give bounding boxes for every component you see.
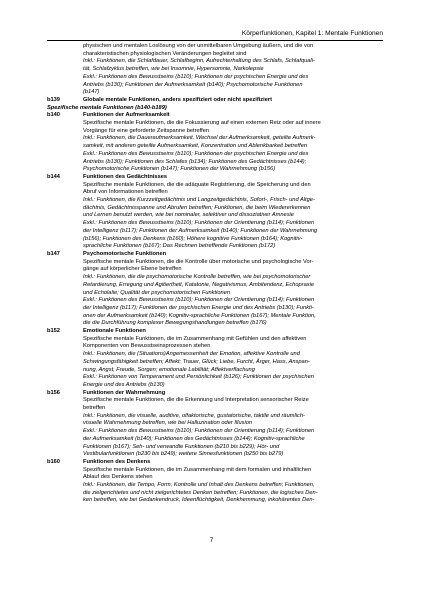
text-line: Inkl.: Funktionen, die Tempo, Form, Kontrolle und Inhalt des Denkens betreffen; Funktionen, [83, 482, 315, 489]
text-line: Inkl.: Funktionen, die die psychomotorische Kontrolle betreffen, wie bei psychomotorischer [83, 274, 311, 281]
text-line: Inkl.: Funktionen, die Kurzzeitgedächtnis und Langzeitgedächtnis, Sofort-, Frisch- und Altge- [83, 197, 315, 204]
continuation-inkl [83, 58, 383, 73]
entry-body [83, 328, 383, 390]
entry-exkl [83, 374, 383, 389]
document-body [47, 43, 383, 505]
entry-inkl [83, 197, 383, 220]
text-line: Inkl.: Funktionen, die Daueraufmerksamkeit, Wechsel der Aufmerksamkeit, geteilte Aufmerk- [83, 135, 316, 142]
entries-top [47, 97, 383, 105]
entry-title: Funktionen der Aufmerksamkeit [83, 112, 170, 119]
text-line: der Intelligenz (b117); Funktionen der psychischen Energie und des Antriebs (b130); Funkti- [83, 304, 314, 311]
text-line: Spezifische mentale Funktionen, die die adäquate Registrierung, die Speicherung und den [83, 181, 311, 188]
text-line: dächtnis, Gedächtnisspanne und Abrufen betreffen; Funktionen, die beim Wiedererkennen [83, 204, 311, 211]
text-line: (b147) [83, 89, 100, 96]
entry-b152 [47, 328, 383, 390]
text-line: Spezifische mentale Funktionen, die die Fokussierung auf einen externen Reiz oder auf innere [83, 120, 321, 127]
page-header: Körperfunktionen, Kapitel 1: Mentale Funktionen [241, 30, 383, 37]
entry-exkl [83, 297, 383, 328]
text-line: Exkl.: Funktionen des Bewusstseins (b110); Funktionen der Orientierung (b114); Funktionen [83, 428, 315, 435]
entry-code: b160 [47, 458, 60, 465]
entry-desc [83, 259, 383, 274]
text-line: Exkl.: Funktionen des Bewusstseins (b110); Funktionen der psychischen Energie und des [83, 150, 309, 157]
entry-code: b140 [47, 112, 60, 119]
continuation-block [47, 43, 383, 97]
entry-title: Globale mentale Funktionen, anders spezifiziert oder nicht spezifiziert [83, 96, 272, 103]
text-line: der Intelligenz (b117); Funktionen der Aufmerksamkeit (b140); Funktionen der Wahrnehmung [83, 227, 318, 234]
entry-title: Psychomotorische Funktionen [83, 250, 167, 257]
entry-body [83, 390, 383, 459]
entry-desc [83, 336, 383, 351]
entry-b160 [47, 459, 383, 505]
text-line: Spezifische mentale Funktionen, die im Zusammenhang mit Gefühlen und den affektiven [83, 335, 307, 342]
text-line: Exkl.: Funktionen des Bewusstseins (b110); Funktionen der Orientierung (b114); Funktionen [83, 297, 315, 304]
text-line: Antriebs (b130); Funktionen der Aufmerksamkeit (b140); Psychomotorische Funktionen [83, 81, 303, 88]
text-line: Inkl.: Funktionen, die Schlafdauer, Schlafbeginn, Aufrechterhaltung des Schlafs, Schlafquali- [83, 58, 315, 65]
entry-desc [83, 182, 383, 197]
entry-title: Funktionen des Gedächtnisses [83, 173, 168, 180]
text-line: ken betreffen, wie bei Gedankendruck, Ideenflüchtigkeit, Denkhemmung, inkohärentes Den- [83, 497, 315, 504]
entry-title: Emotionale Funktionen [83, 328, 146, 335]
entry-title: Funktionen der Wahrnehmung [83, 389, 166, 396]
text-line: charakteristischen physiologischen Veränderungen begleitet sind [83, 50, 247, 57]
continuation-exkl [83, 74, 383, 97]
text-line: Vestibularfunktionen (b230 bis b249); weitere Sinnesfunktionen (b250 bis b279) [83, 451, 284, 458]
entry-desc [83, 120, 383, 135]
entry-b140 [47, 112, 383, 174]
text-line: betreffen [83, 405, 106, 412]
entry-b139 [47, 97, 383, 105]
text-line: Psychomotorische Funktionen (b147); Funktionen der Wahrnehmung (b156) [83, 166, 276, 173]
entry-inkl [83, 351, 383, 374]
text-line: Inkl.: Funktionen, die (Situations)Angemessenheit der Emotion, affektive Kontrolle und [83, 351, 300, 358]
continuation-desc [83, 43, 383, 58]
entry-code: b152 [47, 328, 60, 335]
text-line: die zielgerichtetes und nicht zielgerichtetes Denken betreffen; Funktionen, die logisches Den- [83, 489, 318, 496]
entries-list [47, 112, 383, 505]
entry-body [83, 251, 383, 328]
entry-b156 [47, 390, 383, 459]
text-line: Komponenten von Bewusstseinsprozessen stehen [83, 343, 211, 350]
entry-inkl [83, 274, 383, 297]
text-line: samkeit, mit anderen geteilte Aufmerksamkeit, Konzentration und Ablenkbarkeit betreffen [83, 143, 308, 150]
text-line: und Echolalie; Qualität der psychomotorischen Funktionen [83, 289, 231, 296]
text-line: Exkl.: Funktionen von Temperament und Persönlichkeit (b126); Funktionen der psychischen [83, 374, 314, 381]
text-line: gänge auf körperlicher Ebene betreffen [83, 266, 182, 273]
entry-inkl [83, 482, 383, 505]
entry-body [83, 97, 383, 105]
text-line: tät, Schlafzyklus betreffen, wie bei Insomnie, Hypersomnie, Narkolepsie [83, 66, 264, 73]
text-line: die die Durchführung komplexer Bewegungshandlungen betreffen (b176) [83, 320, 267, 327]
text-line: visuelle Wahrnehmung betreffen, wie bei Halluzination oder Illusion [83, 420, 253, 427]
text-line: Retardierung, Erregung und Agitiertheit, Katatonie, Negativismus, Ambitendenz, Echopraxie [83, 281, 314, 288]
text-line: physischen und mentalen Loslösung von der unmittelbaren Umgebung äußern, und die von [83, 43, 314, 49]
header-rule [47, 40, 383, 41]
entry-desc [83, 467, 383, 482]
entry-exkl [83, 151, 383, 174]
entry-code: b147 [47, 250, 60, 257]
text-line: Schwingungsfähigkeit betreffen; Affekt; Trauer, Glück; Liebe, Furcht, Ärger, Hass, Anspan- [83, 358, 310, 365]
page-number: 7 [209, 537, 214, 544]
entry-inkl [83, 135, 383, 150]
entry-code: b139 [47, 96, 60, 103]
entry-body [83, 459, 383, 505]
entry-title: Funktionen des Denkens [83, 458, 151, 465]
text-line: Ablauf des Denkens stehen [83, 474, 153, 481]
text-line: Exkl.: Funktionen des Bewusstseins (b110); Funktionen der Orientierung (b114); Funktionen [83, 220, 315, 227]
text-line: Exkl.: Funktionen des Bewusstseins (b110); Funktionen der psychischen Energie und des [83, 73, 309, 80]
text-line: Vorgänge für eine geforderte Zeitspanne betreffen [83, 127, 210, 134]
entry-exkl [83, 220, 383, 251]
text-line: Inkl.: Funktionen, die visuelle, auditive, olfaktorische, gustatorische, taktile und räumlich- [83, 412, 305, 419]
text-line: Abruf von Informationen betreffen [83, 189, 168, 196]
entry-b147 [47, 251, 383, 328]
section-heading: Spezifische mentale Funktionen (b140-b189) [47, 104, 167, 111]
text-line: sprachliche Funktionen (b167); Das Rechnen betreffende Funktionen (b172) [83, 243, 276, 250]
entry-exkl [83, 428, 383, 459]
entry-code: b144 [47, 173, 60, 180]
text-line: Funktionen (b167); Seh- und verwandte Funktionen (b210 bis b229); Hör- und [83, 443, 280, 450]
text-line: Energie und des Antriebs (b130) [83, 381, 165, 388]
text-line: (b156); Funktionen des Denkens (b160); Höhere kognitive Funktionen (b164); Kognitiv- [83, 235, 303, 242]
text-line: Antriebs (b130); Funktionen des Schlafes (b134); Funktionen des Gedächtnisses (b144); [83, 158, 307, 165]
entry-code: b156 [47, 389, 60, 396]
text-line: onen der Aufmerksamkeit (b140); Kognitiv-sprachliche Funktionen (b167); Mentale Funktion, [83, 312, 316, 319]
entry-body [83, 174, 383, 251]
text-line: und Lernen benutzt werden, wie bei nominaler, selektiver und dissoziativer Amnesie [83, 212, 294, 219]
text-line: Spezifische mentale Funktionen, die die Erkennung und Interpretation sensorischer Reize [83, 397, 309, 404]
entry-inkl [83, 413, 383, 428]
text-line: der Aufmerksamkeit (b140); Funktionen des Gedächtnisses (b144); Kognitiv-sprachliche [83, 435, 305, 442]
text-line: nung, Angst, Freude, Sorgen; emotionale Labilität; Affektverflachung [83, 366, 255, 373]
entry-desc [83, 397, 383, 412]
text-line: Spezifische mentale Funktionen, die die Kontrolle über motorische und psychologische Vor- [83, 258, 314, 265]
entry-b144 [47, 174, 383, 251]
entry-body [83, 112, 383, 174]
text-line: Spezifische mentale Funktionen, die im Zusammenhang mit dem formalen und inhaltlichen [83, 466, 312, 473]
